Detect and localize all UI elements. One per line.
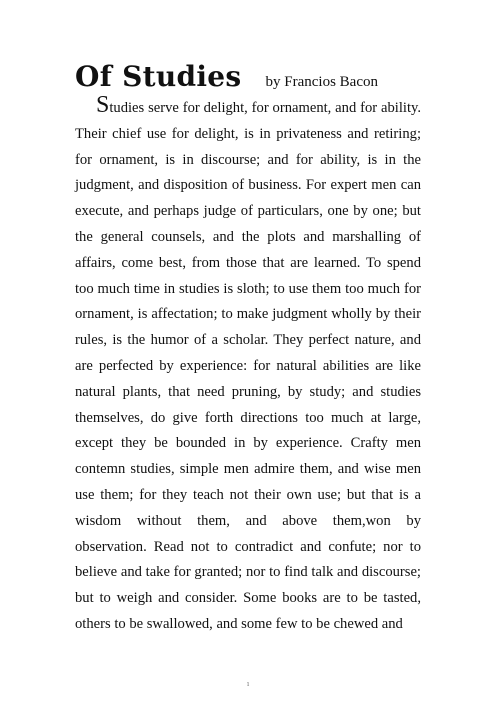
- initial-letter: S: [96, 92, 110, 118]
- body-paragraph: [75, 92, 421, 638]
- document-author: by Francios Bacon: [265, 74, 378, 90]
- document-title: Of Studies: [75, 60, 242, 93]
- heading-line: [75, 60, 435, 93]
- page-number: 1: [246, 682, 250, 688]
- body-text: tudies serve for delight, for ornament, and for ability. Their chief use for delight, is in privateness and retiring; for ornament, is in discourse; and for ability, is in the judgment, and disposition of business. For expert men can execute, and perhaps judge of particulars, one by one; but the general counsels, and the plots and marshalling of affairs, come best, from those that are learned. To spend too much time in studies is sloth; to use them too much for ornament, is affectation; to make judgment wholly by their rules, is the humor of a scholar. They perfect nature, and are perfected by experience: for natural abilities are like natural plants, that need pruning, by study; and studies themselves, do give forth directions too much at large, except they be bounded in by experience. Crafty men contemn studies, simple men admire them, and wise men use them; for they teach not their own use; but that is a wisdom without them, and above them,won by observation. Read not to contradict and confute; nor to believe and take for granted; nor to find talk and discourse; but to weigh and consider. Some books are to be tasted, others to be swallowed, and some few to be chewed and: [75, 100, 421, 632]
